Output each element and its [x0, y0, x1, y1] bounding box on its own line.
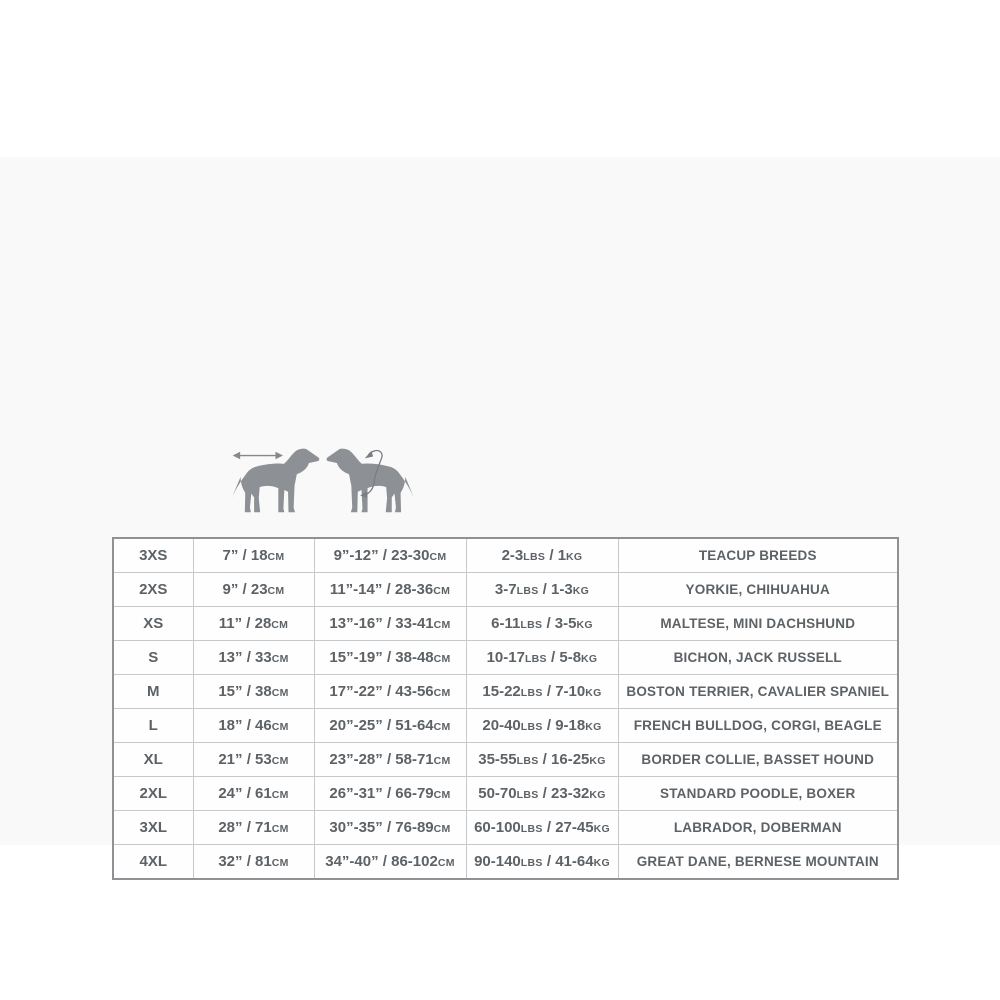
cell-weight: 3-7LBS / 1-3KG: [466, 573, 618, 607]
cell-size: XL: [113, 743, 193, 777]
cell-back-length: 11” / 28CM: [193, 607, 314, 641]
cell-breeds: BICHON, JACK RUSSELL: [618, 641, 898, 675]
cell-size: 3XS: [113, 538, 193, 573]
cell-weight: 15-22LBS / 7-10KG: [466, 675, 618, 709]
cell-chest-girth: 23”-28” / 58-71CM: [314, 743, 466, 777]
table-row: [113, 777, 898, 811]
cell-breeds: GREAT DANE, BERNESE MOUNTAIN: [618, 845, 898, 880]
cell-weight: 2-3LBS / 1KG: [466, 538, 618, 573]
cell-breeds: MALTESE, MINI DACHSHUND: [618, 607, 898, 641]
table-row: [113, 573, 898, 607]
cell-weight: 6-11LBS / 3-5KG: [466, 607, 618, 641]
cell-chest-girth: 20”-25” / 51-64CM: [314, 709, 466, 743]
cell-weight: 50-70LBS / 23-32KG: [466, 777, 618, 811]
cell-chest-girth: 30”-35” / 76-89CM: [314, 811, 466, 845]
cell-size: 2XS: [113, 573, 193, 607]
cell-chest-girth: 15”-19” / 38-48CM: [314, 641, 466, 675]
cell-size: S: [113, 641, 193, 675]
cell-chest-girth: 9”-12” / 23-30CM: [314, 538, 466, 573]
cell-size: M: [113, 675, 193, 709]
size-chart-rows: [113, 538, 898, 879]
table-row: [113, 845, 898, 880]
cell-breeds: TEACUP BREEDS: [618, 538, 898, 573]
table-row: [113, 743, 898, 777]
cell-back-length: 13” / 33CM: [193, 641, 314, 675]
table-row: [113, 607, 898, 641]
cell-weight: 90-140LBS / 41-64KG: [466, 845, 618, 880]
table-row: [113, 641, 898, 675]
back-length-arrow-icon: [233, 452, 283, 459]
cell-back-length: 15” / 38CM: [193, 675, 314, 709]
cell-breeds: YORKIE, CHIHUAHUA: [618, 573, 898, 607]
cell-chest-girth: 17”-22” / 43-56CM: [314, 675, 466, 709]
cell-back-length: 18” / 46CM: [193, 709, 314, 743]
cell-weight: 10-17LBS / 5-8KG: [466, 641, 618, 675]
cell-back-length: 24” / 61CM: [193, 777, 314, 811]
cell-breeds: BORDER COLLIE, BASSET HOUND: [618, 743, 898, 777]
cell-breeds: STANDARD POODLE, BOXER: [618, 777, 898, 811]
cell-size: XS: [113, 607, 193, 641]
cell-back-length: 32” / 81CM: [193, 845, 314, 880]
cell-chest-girth: 13”-16” / 33-41CM: [314, 607, 466, 641]
cell-weight: 60-100LBS / 27-45KG: [466, 811, 618, 845]
size-chart-table: [112, 537, 899, 880]
cell-back-length: 21” / 53CM: [193, 743, 314, 777]
cell-back-length: 28” / 71CM: [193, 811, 314, 845]
cell-weight: 35-55LBS / 16-25KG: [466, 743, 618, 777]
cell-back-length: 9” / 23CM: [193, 573, 314, 607]
cell-chest-girth: 26”-31” / 66-79CM: [314, 777, 466, 811]
cell-breeds: BOSTON TERRIER, CAVALIER SPANIEL: [618, 675, 898, 709]
cell-size: 3XL: [113, 811, 193, 845]
cell-size: 4XL: [113, 845, 193, 880]
table-row: [113, 675, 898, 709]
table-row: [113, 709, 898, 743]
cell-size: 2XL: [113, 777, 193, 811]
content-band: [0, 157, 1000, 870]
table-row: [113, 538, 898, 573]
cell-size: L: [113, 709, 193, 743]
cell-breeds: FRENCH BULLDOG, CORGI, BEAGLE: [618, 709, 898, 743]
cell-chest-girth: 34”-40” / 86-102CM: [314, 845, 466, 880]
dog-chest-girth-icon: [327, 449, 414, 513]
dogs-illustration: [229, 445, 415, 520]
cell-weight: 20-40LBS / 9-18KG: [466, 709, 618, 743]
table-row: [113, 811, 898, 845]
cell-chest-girth: 11”-14” / 28-36CM: [314, 573, 466, 607]
cell-breeds: LABRADOR, DOBERMAN: [618, 811, 898, 845]
cell-back-length: 7” / 18CM: [193, 538, 314, 573]
